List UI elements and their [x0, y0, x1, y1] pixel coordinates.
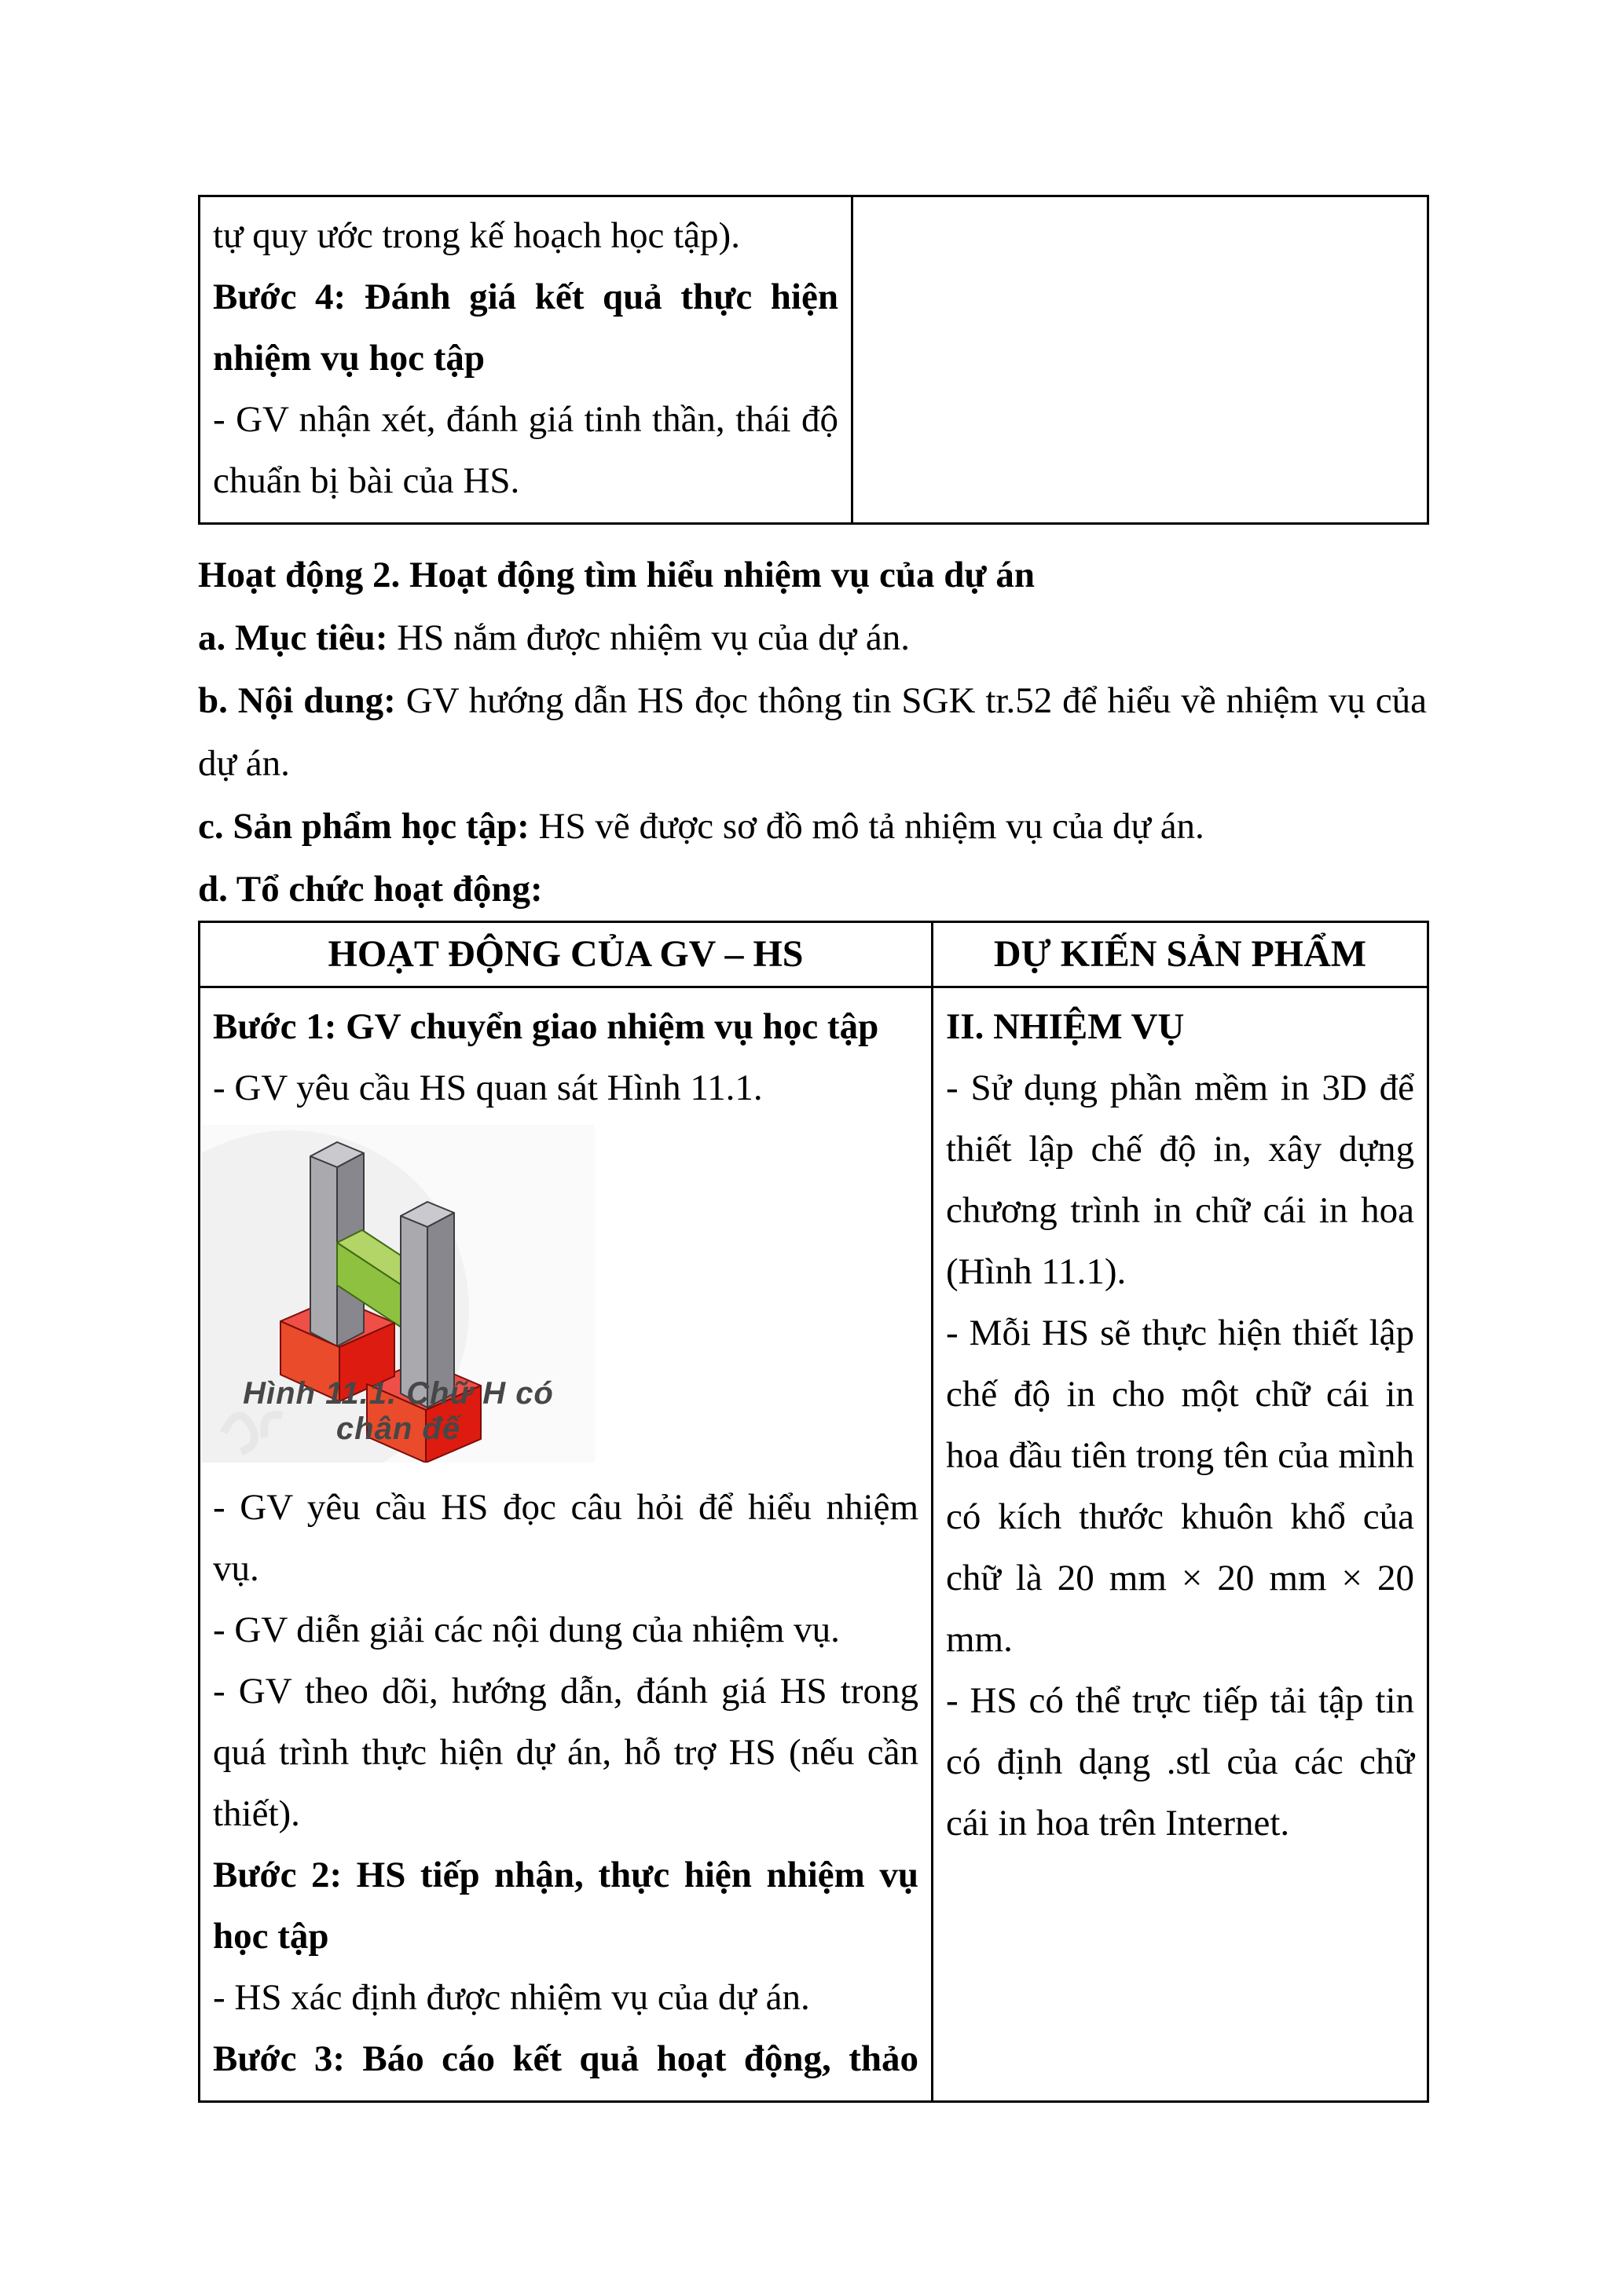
activity1-expected-product-cell: [852, 196, 1428, 524]
paragraph: Bước 4: Đánh giá kết quả thực hiện nhiệm vụ học tập: [213, 276, 838, 379]
paragraph: II. NHIỆM VỤ: [946, 1006, 1185, 1047]
activity1-gv-hs-cell: [200, 196, 852, 524]
activity2-items: [198, 606, 1427, 921]
figure-caption: Hình 11.1. Chữ H có chân đế: [243, 1376, 554, 1446]
expected-products-cell: [933, 987, 1428, 2102]
page-content: [198, 195, 1427, 2103]
activity2-section: [198, 544, 1427, 921]
paragraph: - Mỗi HS sẽ thực hiện thiết lập chế độ in cho một chữ cái in hoa đầu tiên trong tên của mình có kích thước khuôn khổ của chữ là 20 mm × 20 mm × 20 mm.: [946, 1313, 1414, 1660]
paragraph: - Sử dụng phần mềm in 3D để thiết lập chế độ in, xây dựng chương trình in chữ cái in hoa (Hình 11.1).: [946, 1067, 1414, 1292]
paragraph: - GV yêu cầu HS quan sát Hình 11.1.: [213, 1067, 763, 1108]
paragraph: Bước 1: GV chuyển giao nhiệm vụ học tập: [213, 1006, 879, 1047]
paragraph: - GV theo dõi, hướng dẫn, đánh giá HS trong quá trình thực hiện dự án, hỗ trợ HS (nếu cần thiết).: [213, 1671, 918, 1834]
figure-hinh-11-1: [202, 1125, 595, 1463]
paragraph: - HS có thể trực tiếp tải tập tin có định dạng .stl của các chữ cái in hoa trên Internet.: [946, 1680, 1414, 1844]
activity1-table: [198, 195, 1429, 525]
gv-hs-activities-cell: [200, 987, 933, 2102]
paragraph: Bước 2: HS tiếp nhận, thực hiện nhiệm vụ học tập: [213, 1855, 918, 1957]
steps-after-figure: [213, 1477, 918, 2089]
paragraph: b. Nội dung: GV hướng dẫn HS đọc thông tin SGK tr.52 để hiểu về nhiệm vụ của dự án.: [198, 680, 1427, 784]
paragraph: a. Mục tiêu: HS nắm được nhiệm vụ của dự án.: [198, 617, 910, 658]
header-gv-hs-activities: HOẠT ĐỘNG CỦA GV – HS: [200, 922, 933, 987]
activity2-heading: Hoạt động 2. Hoạt động tìm hiểu nhiệm vụ của dự án: [198, 555, 1036, 595]
header-expected-products: DỰ KIẾN SẢN PHẨM: [933, 922, 1428, 987]
paragraph: - GV nhận xét, đánh giá tinh thần, thái độ chuẩn bị bài của HS.: [213, 399, 838, 501]
paragraph: c. Sản phẩm học tập: HS vẽ được sơ đồ mô tả nhiệm vụ của dự án.: [198, 806, 1204, 847]
table-row: [200, 987, 1428, 2102]
paragraph: Bước 3: Báo cáo kết quả hoạt động, thảo: [213, 2038, 918, 2079]
paragraph: - GV diễn giải các nội dung của nhiệm vụ.: [213, 1609, 840, 1650]
paragraph: - HS xác định được nhiệm vụ của dự án.: [213, 1977, 810, 2018]
paragraph: tự quy ước trong kế hoạch học tập).: [213, 215, 740, 256]
steps-before-figure: [213, 996, 918, 1119]
paragraph: - GV yêu cầu HS đọc câu hỏi để hiểu nhiệm vụ.: [213, 1487, 918, 1589]
activity2-table: [198, 921, 1429, 2103]
paragraph: d. Tổ chức hoạt động:: [198, 869, 543, 910]
table-header-row: [200, 922, 1428, 987]
table-row: [200, 196, 1428, 524]
